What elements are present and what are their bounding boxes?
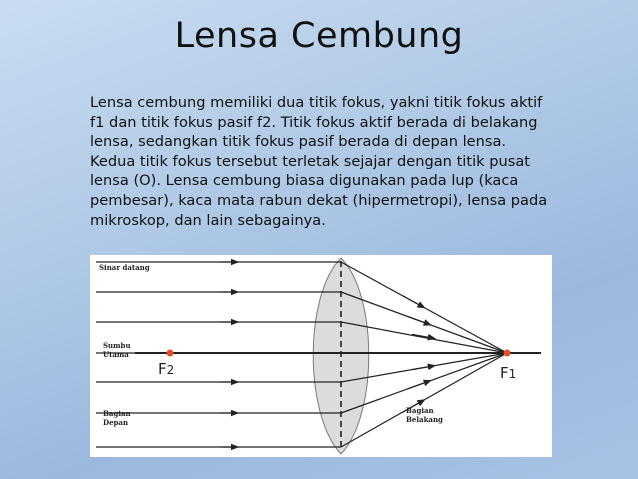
convex-lens-diagram <box>90 255 552 457</box>
incoming-rays <box>96 262 341 447</box>
lens-diagram-svg <box>90 255 552 457</box>
principal-axis-label: Sumbu Utama <box>103 341 131 359</box>
incoming-arrows <box>220 262 235 447</box>
back-side-label: Bagian Belakang <box>406 406 443 424</box>
focus-passive-label: F2 <box>158 360 175 378</box>
incoming-rays-label: Sinar datang <box>99 263 150 272</box>
front-side-label: Bagian Depan <box>103 409 131 427</box>
focus-active-label: F1 <box>500 364 517 382</box>
focus-point-active <box>504 350 511 357</box>
ray-arrow <box>408 317 428 324</box>
ray-arrow <box>402 295 422 306</box>
ray-arrow <box>412 366 432 370</box>
ray-arrow <box>408 382 428 389</box>
slide-body-text: Lensa cembung memiliki dua titik fokus, yakni titik fokus aktif f1 dan titik fokus pasif f2. Titik fokus aktif berada di belakang lensa, sedangkan titik fokus pasif berada di depan lensa. Kedua titik fokus tersebut terletak sejajar dengan titik pusat lensa (O). Lensa cembung biasa digunakan pada lup (kaca pembesar), kaca mata rabun dekat (hipermetropi), lensa pada mikroskop, dan lain sebagainya. <box>90 94 548 229</box>
slide-title: Lensa Cembung <box>174 16 464 56</box>
focus-point-passive <box>167 350 174 357</box>
